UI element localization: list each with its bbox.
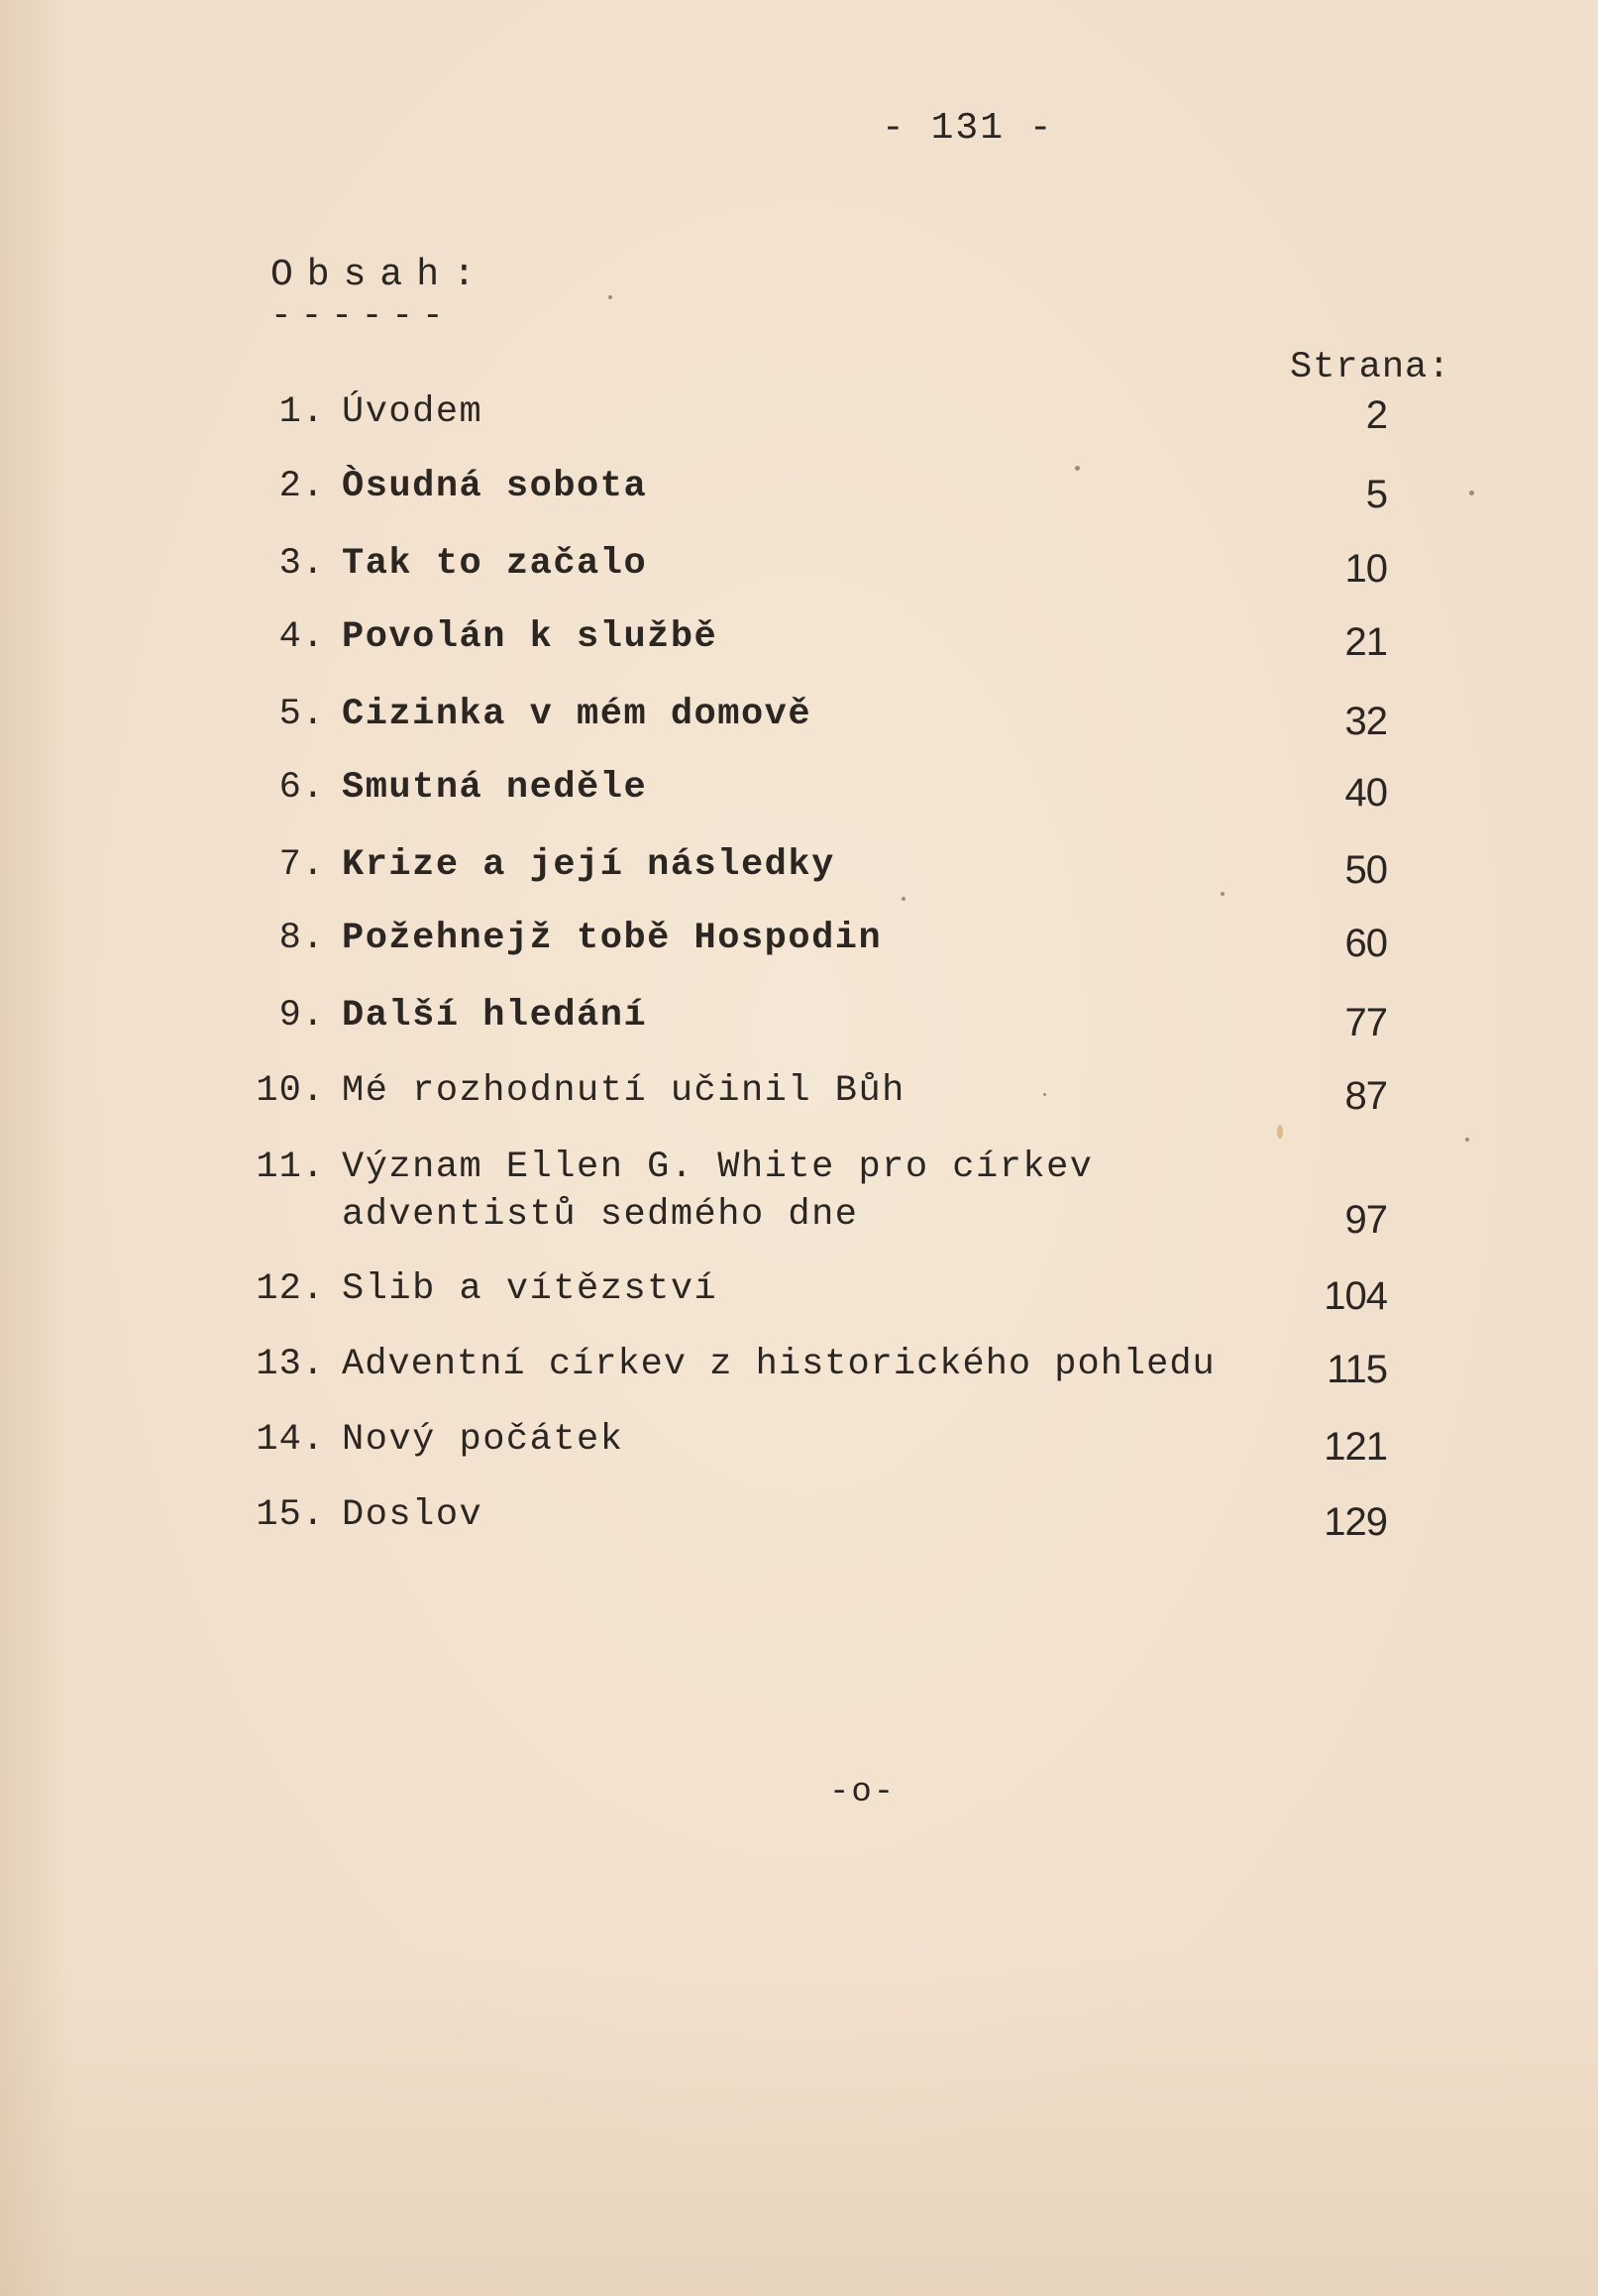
toc-entry-page: 121 [1324,1425,1387,1469]
toc-entry-page: 97 [1344,1198,1387,1242]
toc-entry-page: 87 [1344,1074,1387,1118]
toc-entry-title: Význam Ellen G. White pro církev [342,1147,1094,1188]
toc-entry-page: 5 [1365,473,1387,516]
toc-entry-number: 10. [256,1070,325,1112]
toc-entry-number: 9. [278,995,325,1037]
toc-entry-number: 13. [256,1344,325,1385]
toc-entry-number: 14. [256,1419,325,1461]
toc-entry-page: 50 [1344,848,1387,892]
toc-entry-number: 4. [278,616,325,658]
paper-speck [1469,491,1474,495]
toc-entry-title: Nový počátek [342,1419,624,1461]
paper-speck [902,897,906,901]
contents-heading: Obsah: [270,254,489,296]
toc-entry-number: 15. [256,1494,325,1536]
toc-entry-page: 40 [1344,771,1387,815]
toc-entry-title: Mé rozhodnutí učinil Bůh [342,1070,906,1112]
page-column-header: Strana: [1290,347,1451,388]
toc-entry-page: 129 [1324,1500,1387,1544]
toc-entry-title: Doslov [342,1494,483,1536]
toc-entry-number: 2. [278,466,325,507]
toc-entry-page: 115 [1327,1348,1387,1391]
toc-entry-page: 77 [1344,1001,1387,1044]
paper-speck [1075,466,1080,471]
contents-heading-underline: ------ [270,295,453,336]
toc-entry-number: 3. [278,543,325,585]
toc-entry-page: 10 [1344,547,1387,591]
paper-speck [608,295,612,299]
toc-entry-title: Òsudná sobota [342,466,648,507]
toc-entry-number: 7. [278,844,325,886]
toc-entry-title: Tak to začalo [342,543,648,585]
toc-entry-page: 60 [1344,922,1387,965]
paper-speck [1277,1125,1283,1139]
paper-speck [1465,1138,1469,1142]
toc-entry-page: 2 [1365,393,1387,437]
toc-entry-title: Úvodem [342,391,483,433]
toc-entry-title: Povolán k službě [342,616,718,658]
paper-speck [1043,1093,1046,1096]
toc-entry-number: 5. [278,694,325,735]
toc-entry-number: 11. [256,1147,325,1188]
toc-entry-title: Cizinka v mém domově [342,694,812,735]
toc-entry-page: 104 [1324,1274,1387,1318]
toc-entry-title: Slib a vítězství [342,1268,718,1310]
toc-entry-title-continued: adventistů sedmého dne [342,1194,859,1236]
toc-entry-title: Smutná neděle [342,767,648,809]
toc-entry-page: 21 [1344,620,1387,664]
toc-entry-title: Adventní církev z historického pohledu [342,1344,1216,1385]
paper-speck [1221,892,1225,896]
page-number: - 131 - [882,107,1054,150]
toc-entry-number: 12. [256,1268,325,1310]
toc-entry-number: 6. [278,767,325,809]
toc-entry-title: Další hledání [342,995,648,1037]
toc-entry-title: Požehnejž tobě Hospodin [342,918,883,959]
end-mark: -o- [829,1774,897,1811]
toc-entry-number: 1. [278,391,325,433]
toc-entry-title: Krize a její následky [342,844,835,886]
toc-entry-number: 8. [278,918,325,959]
toc-entry-page: 32 [1344,700,1387,743]
